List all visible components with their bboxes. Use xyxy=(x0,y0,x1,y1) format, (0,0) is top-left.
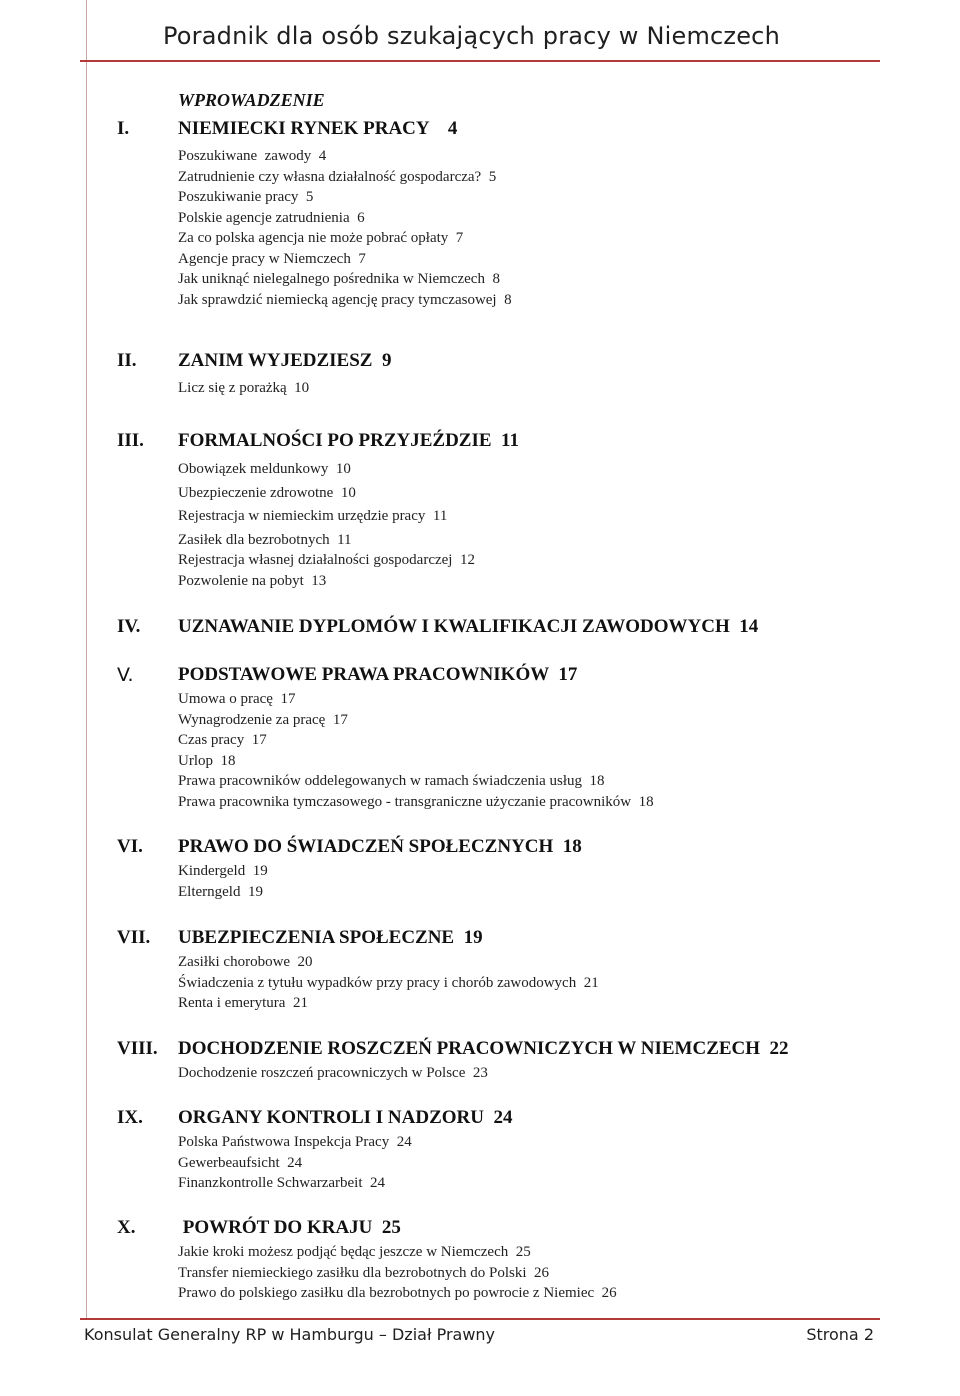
toc-entry: Prawa pracownika tymczasowego - transgraniczne użyczanie pracowników 18 xyxy=(178,793,654,810)
toc-entry: Rejestracja w niemieckim urzędzie pracy 11 xyxy=(178,508,448,524)
toc-entry: Obowiązek meldunkowy 10 xyxy=(178,461,351,477)
section-title: PRAWO DO ŚWIADCZEŃ SPOŁECZNYCH 18 xyxy=(178,836,582,857)
section-title: ORGANY KONTROLI I NADZORU 24 xyxy=(178,1107,513,1128)
footer-organization: Konsulat Generalny RP w Hamburgu – Dział Prawny xyxy=(84,1325,496,1344)
toc-entry: Zatrudnienie czy własna działalność gospodarcza? 5 xyxy=(178,168,497,185)
toc-entry: Poszukiwanie pracy 5 xyxy=(178,189,314,205)
toc-entry: Wynagrodzenie za pracę 17 xyxy=(178,711,348,728)
section-number: IV. xyxy=(117,616,141,637)
section-number: VII. xyxy=(117,927,151,948)
toc-entry: Polskie agencje zatrudnienia 6 xyxy=(178,209,365,226)
section-number: IX. xyxy=(117,1107,143,1128)
section-title: UZNAWANIE DYPLOMÓW I KWALIFIKACJI ZAWODOWYCH 14 xyxy=(178,616,759,637)
toc-entry: Renta i emerytura 21 xyxy=(178,995,308,1011)
toc-entry: Dochodzenie roszczeń pracowniczych w Polsce 23 xyxy=(178,1065,488,1081)
toc-entry: Agencje pracy w Niemczech 7 xyxy=(178,250,366,267)
header-title: Poradnik dla osób szukających pracy w Niemczech xyxy=(162,22,780,50)
toc-entry: Pozwolenie na pobyt 13 xyxy=(178,572,327,589)
toc-entry: Elterngeld 19 xyxy=(178,883,263,900)
section-title: NIEMIECKI RYNEK PRACY 4 xyxy=(178,118,458,139)
toc-entry: Jakie kroki możesz podjąć będąc jeszcze w Niemczech 25 xyxy=(178,1244,531,1260)
toc-entry: Zasiłki chorobowe 20 xyxy=(178,954,313,970)
toc-entry: Jak uniknąć nielegalnego pośrednika w Niemczech 8 xyxy=(178,271,500,287)
toc-entry: Rejestracja własnej działalności gospodarczej 12 xyxy=(178,552,475,568)
toc-entry: Polska Państwowa Inspekcja Pracy 24 xyxy=(178,1134,412,1150)
section-title: UBEZPIECZENIA SPOŁECZNE 19 xyxy=(178,927,483,948)
toc-entry: Ubezpieczenie zdrowotne 10 xyxy=(178,484,356,501)
toc-entry: Jak sprawdzić niemiecką agencję pracy tymczasowej 8 xyxy=(178,291,512,308)
section-title: ZANIM WYJEDZIESZ 9 xyxy=(178,350,392,371)
section-title: DOCHODZENIE ROSZCZEŃ PRACOWNICZYCH W NIEMCZECH 22 xyxy=(178,1038,789,1059)
toc-entry: Finanzkontrolle Schwarzarbeit 24 xyxy=(178,1175,386,1191)
toc-entry: Świadczenia z tytułu wypadków przy pracy i chorób zawodowych 21 xyxy=(178,974,599,991)
toc-entry: Poszukiwane zawody 4 xyxy=(178,148,327,164)
toc-intro: WPROWADZENIE xyxy=(178,90,325,110)
toc-entry: Urlop 18 xyxy=(178,752,236,769)
section-number: X. xyxy=(117,1217,136,1238)
toc-entry: Kindergeld 19 xyxy=(178,863,268,879)
toc-entry: Prawo do polskiego zasiłku dla bezrobotnych po powrocie z Niemiec 26 xyxy=(178,1285,617,1301)
toc-entry: Zasiłek dla bezrobotnych 11 xyxy=(178,531,352,548)
section-number: V. xyxy=(117,664,134,686)
section-title: POWRÓT DO KRAJU 25 xyxy=(178,1217,401,1238)
section-number: III. xyxy=(117,430,144,451)
section-number: II. xyxy=(117,350,137,371)
toc-entry: Czas pracy 17 xyxy=(178,732,267,748)
section-title: FORMALNOŚCI PO PRZYJEŹDZIE 11 xyxy=(178,430,519,451)
section-number: VIII. xyxy=(117,1038,158,1059)
toc-entry: Za co polska agencja nie może pobrać opłaty 7 xyxy=(178,230,464,246)
section-number: VI. xyxy=(117,836,143,857)
toc-entry: Licz się z porażką 10 xyxy=(178,380,310,396)
footer-rule xyxy=(80,1318,880,1320)
section-number: I. xyxy=(117,118,130,139)
page-number: Strona 2 xyxy=(806,1325,874,1344)
toc-entry: Transfer niemieckiego zasiłku dla bezrobotnych do Polski 26 xyxy=(178,1264,550,1281)
toc-entry: Prawa pracowników oddelegowanych w ramach świadczenia usług 18 xyxy=(178,773,605,789)
toc-entry: Umowa o pracę 17 xyxy=(178,691,296,707)
toc-entry: Gewerbeaufsicht 24 xyxy=(178,1154,303,1171)
section-title: PODSTAWOWE PRAWA PRACOWNIKÓW 17 xyxy=(178,664,578,685)
